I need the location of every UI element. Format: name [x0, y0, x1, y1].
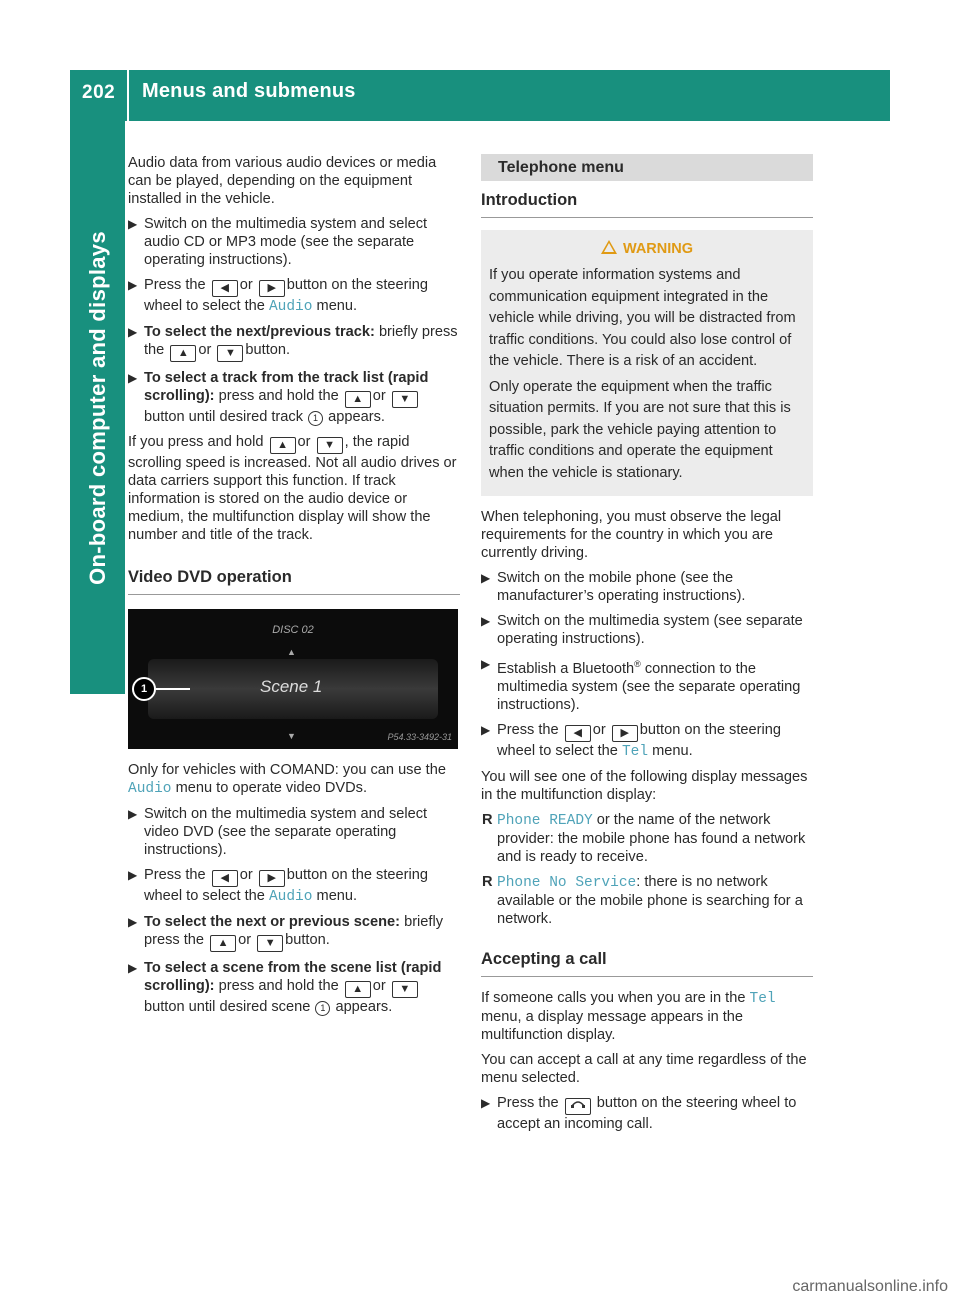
- accept-anytime-paragraph: You can accept a call at any time regardless of the menu selected.: [481, 1051, 807, 1086]
- step-mobile-phone-on: ▶ Switch on the mobile phone (see the manufacturer’s operating instructions).: [481, 570, 746, 604]
- down-button-icon: ▼: [317, 437, 343, 454]
- right-button-icon: ▶: [259, 280, 285, 297]
- page-title: Menus and submenus: [142, 80, 356, 102]
- arrow-right-icon: ▶: [481, 657, 491, 671]
- step-next-previous-track: ▶ To select the next/previous track: briefly press the ▲ or ▼ button.: [128, 323, 460, 362]
- arrow-right-icon: ▶: [128, 278, 138, 292]
- callout-1-icon: 1: [315, 1001, 330, 1016]
- step-select-audio-menu: ▶ Press the ◀ or ▶ button on the steering wheel to select the Audio menu.: [128, 277, 428, 315]
- disc-label: DISC 02: [272, 624, 314, 636]
- tel-menu-label: Tel: [749, 990, 776, 1007]
- warning-heading: WARNING: [489, 240, 805, 258]
- phone-answer-icon: [565, 1098, 591, 1115]
- bullet-phone-no-service: R Phone No Service: there is no network available or the mobile phone is searching for a network.: [482, 873, 803, 927]
- up-button-icon: ▲: [345, 391, 371, 408]
- up-button-icon: ▲: [270, 437, 296, 454]
- arrow-right-icon: ▶: [128, 325, 138, 339]
- step-multimedia-on: ▶ Switch on the multimedia system (see separate operating instructions).: [481, 613, 803, 647]
- arrow-right-icon: ▶: [481, 1095, 491, 1110]
- callout-1-icon: 1: [308, 411, 323, 426]
- step-scene-list: ▶ To select a scene from the scene list (rapid scrolling): press and hold the ▲ or ▼ button until desired scene 1 appears.: [128, 960, 442, 1015]
- callout-marker: 1: [132, 677, 156, 701]
- arrow-right-icon: ▶: [481, 722, 491, 737]
- arrow-right-icon: ▶: [128, 868, 138, 882]
- side-tab-label-box: [70, 121, 125, 694]
- warning-text-2: Only operate the equipment when the traffic situation permits. If you are not sure that this is possible, park the vehicle paying attention to traffic conditions and operate the equipment when the vehicle is stationary.: [489, 378, 791, 481]
- incoming-call-paragraph: If someone calls you when you are in the Tel menu, a display message appears in the multifunction display.: [481, 989, 776, 1043]
- arrow-right-icon: ▶: [128, 807, 138, 821]
- step-next-previous-scene: ▶ To select the next or previous scene: briefly press the ▲ or ▼ button.: [128, 913, 460, 952]
- arrow-right-icon: ▶: [128, 371, 138, 385]
- bullet-r-icon: R: [482, 811, 493, 828]
- right-column: [481, 154, 813, 1140]
- up-button-icon: ▲: [170, 345, 196, 362]
- header-divider: [127, 70, 129, 121]
- dvd-display-screenshot: [128, 609, 458, 749]
- step-bluetooth: ▶ Establish a Bluetooth® connection to the multimedia system (see the separate operating instructions).: [481, 657, 801, 713]
- arrow-right-icon: ▶: [128, 961, 138, 975]
- down-button-icon: ▼: [257, 935, 283, 952]
- right-button-icon: ▶: [259, 870, 285, 887]
- bullet-r-icon: R: [482, 873, 493, 890]
- step-track-list: ▶ To select a track from the track list (rapid scrolling): press and hold the ▲ or ▼ button until desired track 1 appears.: [128, 370, 429, 425]
- down-button-icon: ▼: [217, 345, 243, 362]
- arrow-right-icon: ▶: [128, 217, 138, 231]
- heading-accepting-call: Accepting a call: [481, 950, 813, 977]
- up-button-icon: ▲: [345, 981, 371, 998]
- heading-introduction: Introduction: [481, 191, 813, 218]
- down-button-icon: ▼: [392, 391, 418, 408]
- scene-label: Scene 1: [260, 677, 323, 696]
- bullet-phone-ready: R Phone READY or the name of the network provider: the mobile phone has found a network and is ready to receive.: [482, 811, 806, 865]
- step-select-tel-menu: ▶ Press the ◀ or ▶ button on the steering wheel to select the Tel menu.: [481, 721, 781, 760]
- step-switch-on-dvd: ▶ Switch on the multimedia system and select video DVD (see the separate operating instructions).: [128, 806, 428, 858]
- up-button-icon: ▲: [210, 935, 236, 952]
- tel-menu-label: Tel: [621, 743, 649, 760]
- arrow-right-icon: ▶: [481, 571, 491, 585]
- arrow-right-icon: ▶: [128, 915, 138, 929]
- step-switch-on-audio: ▶ Switch on the multimedia system and select audio CD or MP3 mode (see the separate operating instructions).: [128, 216, 428, 268]
- legal-paragraph: When telephoning, you must observe the legal requirements for the country in which you are currently driving.: [481, 509, 782, 561]
- rapid-scroll-note: If you press and hold ▲ or ▼ , the rapid scrolling speed is increased. Not all audio drives or data carriers support this function. If track information is stored on the audio device or medium, the multifunction display will show the number and title of the track.: [128, 434, 457, 543]
- side-tab-label: On-board computer and displays: [84, 230, 110, 585]
- page-header: [70, 70, 890, 121]
- display-messages-paragraph: You will see one of the following display messages in the multifunction display:: [481, 768, 808, 803]
- left-column: [128, 154, 460, 1023]
- scroll-down-icon: ▼: [287, 731, 296, 741]
- warning-box: [481, 230, 813, 496]
- watermark-site: carmanualsonline.info: [792, 1278, 948, 1295]
- left-button-icon: ◀: [212, 280, 238, 297]
- image-reference: P54.33-3492-31: [387, 732, 452, 742]
- audio-menu-label: Audio: [268, 889, 313, 905]
- scroll-up-icon: ▲: [287, 647, 296, 657]
- callout-line: [156, 688, 190, 690]
- step-accept-call: ▶ Press the button on the steering wheel to accept an incoming call.: [481, 1094, 797, 1132]
- warning-text-1: If you operate information systems and communication equipment integrated in the vehicle while driving, you will be distracted from traffic conditions. You could also lose control of the vehicle. There is a risk of an accident.: [489, 267, 796, 369]
- right-button-icon: ▶: [612, 725, 638, 742]
- section-bar-telephone: Telephone menu: [481, 154, 813, 181]
- step-select-audio-menu-dvd: ▶ Press the ◀ or ▶ button on the steering wheel to select the Audio menu.: [128, 867, 428, 905]
- left-button-icon: ◀: [212, 870, 238, 887]
- left-button-icon: ◀: [565, 725, 591, 742]
- intro-paragraph: Audio data from various audio devices or media can be played, depending on the equipment installed in the vehicle.: [128, 155, 437, 207]
- audio-menu-label: Audio: [128, 781, 172, 797]
- audio-menu-label: Audio: [268, 299, 313, 315]
- comand-paragraph: Only for vehicles with COMAND: you can use the Audio menu to operate video DVDs.: [128, 762, 446, 797]
- down-button-icon: ▼: [392, 981, 418, 998]
- arrow-right-icon: ▶: [481, 614, 491, 628]
- heading-video-dvd: Video DVD operation: [128, 568, 460, 595]
- page-number: 202: [82, 82, 116, 103]
- warning-triangle-icon: [601, 240, 617, 254]
